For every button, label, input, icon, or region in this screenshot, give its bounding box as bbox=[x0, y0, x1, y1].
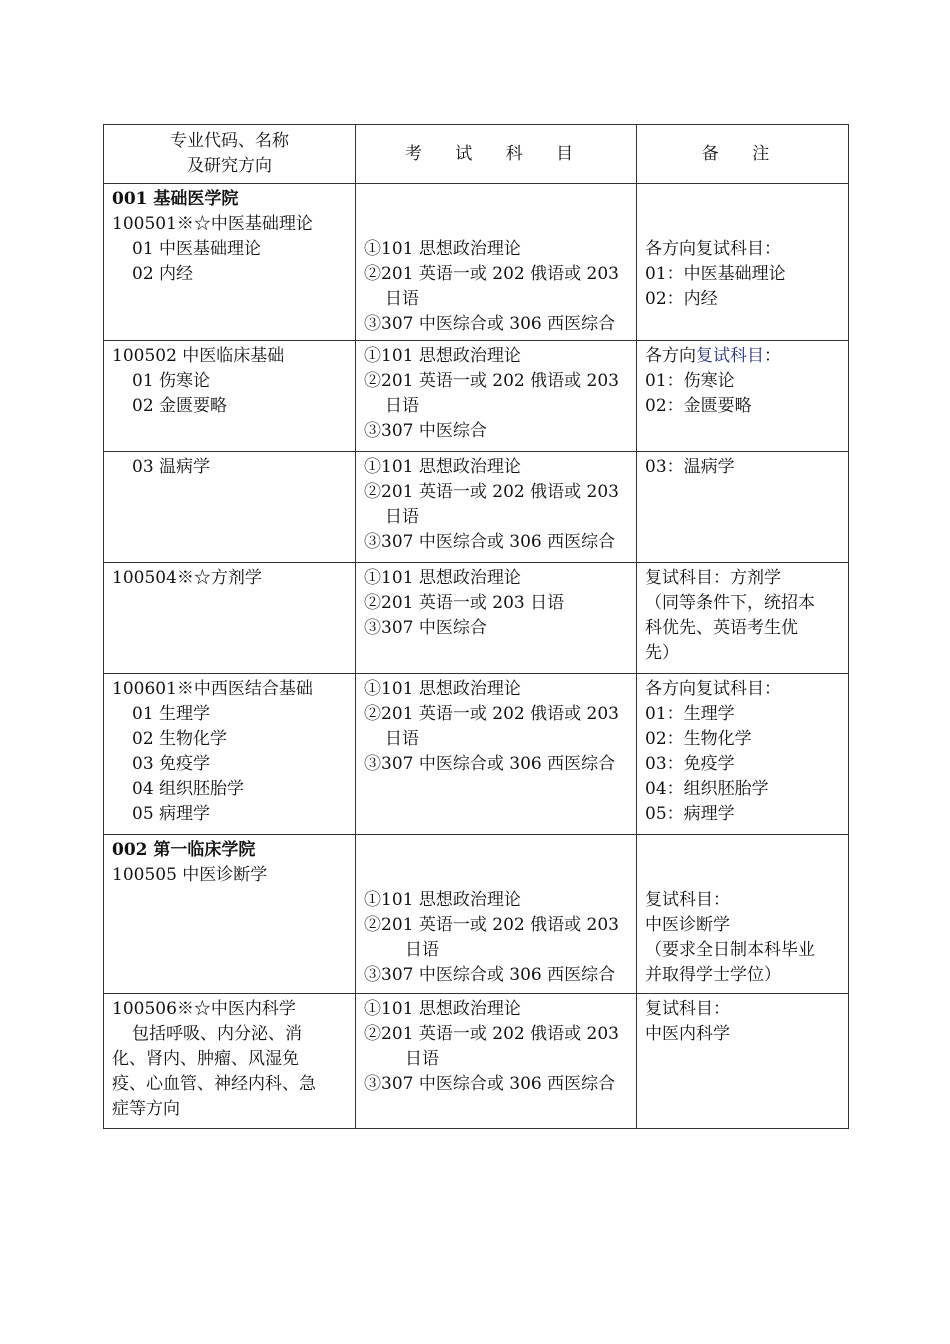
exam-item: 日语 bbox=[405, 1049, 439, 1069]
header-row bbox=[104, 125, 849, 184]
exam-item: ②201 英语一或 202 俄语或 203 bbox=[364, 264, 619, 284]
major-name: 100505 中医诊断学 bbox=[112, 865, 268, 885]
exam-item: ①101 思想政治理论 bbox=[364, 457, 521, 477]
note-line: 03：免疫学 bbox=[645, 754, 735, 774]
note-line: 03：温病学 bbox=[645, 457, 735, 477]
note-line: 复试科目： bbox=[645, 890, 730, 910]
direction-item: 01 中医基础理论 bbox=[132, 239, 262, 259]
header-major-line2: 及研究方向 bbox=[187, 156, 272, 176]
exams-cell bbox=[356, 184, 637, 341]
exams-cell bbox=[356, 563, 637, 674]
admissions-catalog-table bbox=[103, 124, 849, 1129]
major-cell bbox=[104, 341, 356, 452]
note-line: 复试科目： bbox=[645, 999, 730, 1019]
major-description: 疫、心血管、神经内科、急 bbox=[112, 1074, 316, 1094]
note-line: （要求全日制本科毕业 bbox=[645, 940, 815, 960]
exam-item: ③307 中医综合或 306 西医综合 bbox=[364, 754, 616, 774]
notes-cell bbox=[637, 835, 849, 994]
exam-item: ①101 思想政治理论 bbox=[364, 568, 521, 588]
exam-item: 日语 bbox=[385, 289, 419, 309]
note-line: 复试科目：方剂学 bbox=[645, 568, 781, 588]
header-exams: 考 试 科 目 bbox=[356, 125, 637, 184]
note-line: 05：病理学 bbox=[645, 804, 735, 824]
major-name: 100601※中西医结合基础 bbox=[112, 679, 313, 699]
major-cell bbox=[104, 674, 356, 835]
direction-item: 05 病理学 bbox=[132, 804, 211, 824]
major-description: 化、肾内、肿瘤、风湿免 bbox=[112, 1049, 299, 1069]
note-line: 中医内科学 bbox=[645, 1024, 730, 1044]
header-notes: 备 注 bbox=[637, 125, 849, 184]
exam-item: ③307 中医综合 bbox=[364, 421, 487, 441]
exam-item: ②201 英语一或 202 俄语或 203 bbox=[364, 1024, 619, 1044]
table-row bbox=[104, 563, 849, 674]
note-line: 并取得学士学位） bbox=[645, 965, 781, 985]
notes-cell bbox=[637, 994, 849, 1129]
exam-item: ①101 思想政治理论 bbox=[364, 239, 521, 259]
table-row bbox=[104, 994, 849, 1129]
exam-item: ③307 中医综合或 306 西医综合 bbox=[364, 1074, 616, 1094]
exams-cell bbox=[356, 452, 637, 563]
note-link: 复试科目 bbox=[696, 346, 764, 366]
college-name: 002 第一临床学院 bbox=[112, 840, 256, 860]
notes-cell bbox=[637, 452, 849, 563]
exam-item: ①101 思想政治理论 bbox=[364, 999, 521, 1019]
table-row bbox=[104, 835, 849, 994]
note-line: 01：伤寒论 bbox=[645, 371, 735, 391]
major-name: 100502 中医临床基础 bbox=[112, 346, 285, 366]
table-row bbox=[104, 341, 849, 452]
header-major-line1: 专业代码、名称 bbox=[170, 131, 289, 151]
note-line: 先） bbox=[645, 643, 679, 663]
exam-item: 日语 bbox=[405, 940, 439, 960]
note-line: 01：中医基础理论 bbox=[645, 264, 786, 284]
exam-item: ②201 英语一或 202 俄语或 203 bbox=[364, 371, 619, 391]
note-line: （同等条件下，统招本 bbox=[645, 593, 815, 613]
note-line: 02：生物化学 bbox=[645, 729, 752, 749]
major-cell bbox=[104, 452, 356, 563]
header-major bbox=[104, 125, 356, 184]
exam-item: ②201 英语一或 202 俄语或 203 bbox=[364, 482, 619, 502]
note-line: 各方向复试科目： bbox=[645, 679, 781, 699]
exam-item: ①101 思想政治理论 bbox=[364, 679, 521, 699]
college-name: 001 基础医学院 bbox=[112, 189, 239, 209]
direction-item: 03 温病学 bbox=[132, 457, 211, 477]
note-line: 中医诊断学 bbox=[645, 915, 730, 935]
direction-item: 04 组织胚胎学 bbox=[132, 779, 245, 799]
major-cell bbox=[104, 994, 356, 1129]
direction-item: 02 生物化学 bbox=[132, 729, 228, 749]
major-name: 100504※☆方剂学 bbox=[112, 568, 262, 588]
exam-item: 日语 bbox=[385, 507, 419, 527]
major-cell bbox=[104, 563, 356, 674]
note-line: 04：组织胚胎学 bbox=[645, 779, 769, 799]
notes-cell bbox=[637, 674, 849, 835]
major-cell bbox=[104, 835, 356, 994]
exam-item: ③307 中医综合 bbox=[364, 618, 487, 638]
direction-item: 03 免疫学 bbox=[132, 754, 211, 774]
exam-item: ③307 中医综合或 306 西医综合 bbox=[364, 314, 616, 334]
note-line: 01：生理学 bbox=[645, 704, 735, 724]
direction-item: 01 伤寒论 bbox=[132, 371, 211, 391]
direction-item: 02 内经 bbox=[132, 264, 194, 284]
note-suffix: ： bbox=[764, 346, 781, 366]
major-cell bbox=[104, 184, 356, 341]
exam-item: ③307 中医综合或 306 西医综合 bbox=[364, 532, 616, 552]
note-line: 02：内经 bbox=[645, 289, 718, 309]
major-name: 100501※☆中医基础理论 bbox=[112, 214, 313, 234]
notes-cell bbox=[637, 341, 849, 452]
direction-item: 02 金匮要略 bbox=[132, 396, 228, 416]
exams-cell bbox=[356, 994, 637, 1129]
major-description: 包括呼吸、内分泌、消 bbox=[132, 1024, 302, 1044]
table-row bbox=[104, 674, 849, 835]
exam-item: ①101 思想政治理论 bbox=[364, 346, 521, 366]
major-name: 100506※☆中医内科学 bbox=[112, 999, 296, 1019]
exam-item: ③307 中医综合或 306 西医综合 bbox=[364, 965, 616, 985]
exam-item: 日语 bbox=[385, 396, 419, 416]
exams-cell bbox=[356, 835, 637, 994]
major-description: 症等方向 bbox=[112, 1099, 180, 1119]
exams-cell bbox=[356, 341, 637, 452]
direction-item: 01 生理学 bbox=[132, 704, 211, 724]
exam-item: ②201 英语一或 202 俄语或 203 bbox=[364, 915, 619, 935]
exam-item: ①101 思想政治理论 bbox=[364, 890, 521, 910]
note-line: 02：金匮要略 bbox=[645, 396, 752, 416]
note-line: 各方向复试科目： bbox=[645, 239, 781, 259]
exam-item: 日语 bbox=[385, 729, 419, 749]
exams-cell bbox=[356, 674, 637, 835]
note-line: 科优先、英语考生优 bbox=[645, 618, 798, 638]
exam-item: ②201 英语一或 203 日语 bbox=[364, 593, 565, 613]
note-prefix: 各方向 bbox=[645, 346, 696, 366]
table-row bbox=[104, 452, 849, 563]
notes-cell bbox=[637, 184, 849, 341]
note-heading bbox=[645, 344, 840, 369]
exam-item: ②201 英语一或 202 俄语或 203 bbox=[364, 704, 619, 724]
notes-cell bbox=[637, 563, 849, 674]
table-row bbox=[104, 184, 849, 341]
